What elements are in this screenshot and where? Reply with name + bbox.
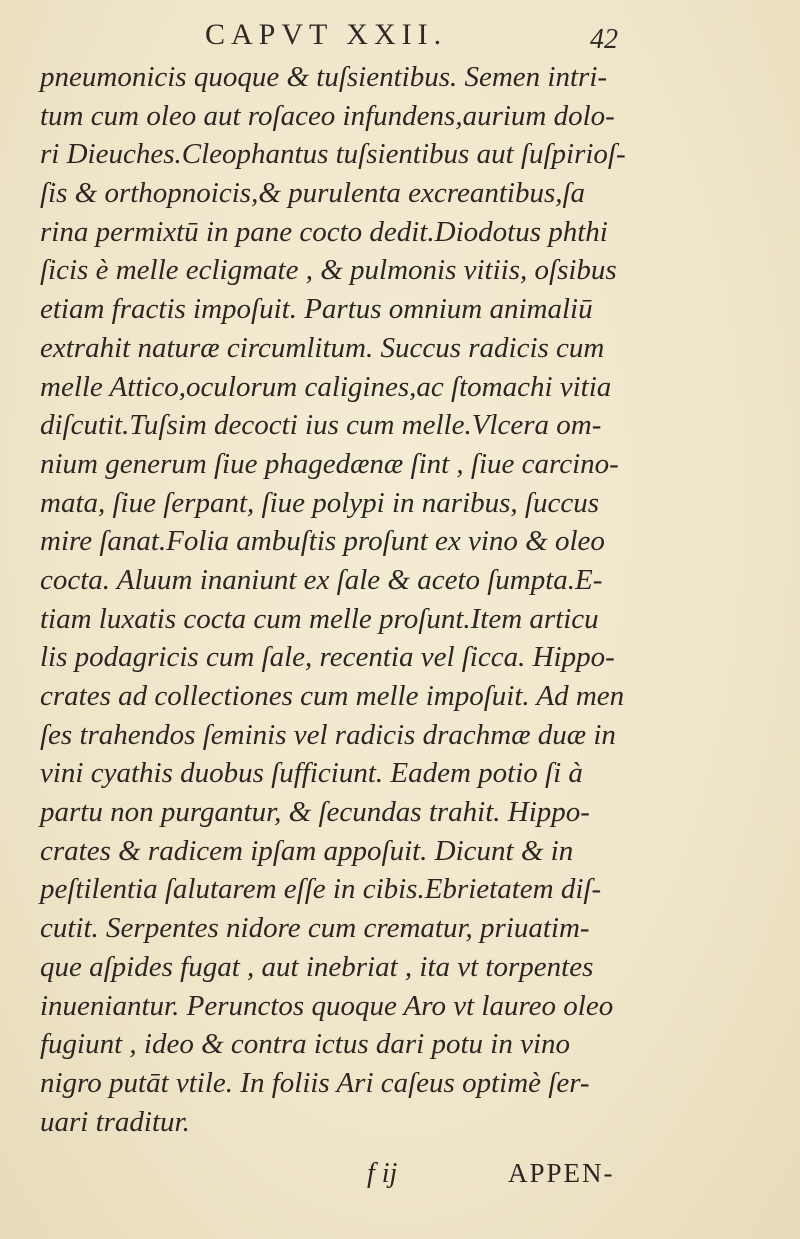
- text-line: partu non purgantur, & ſecundas trahit. Hippo-: [40, 796, 590, 829]
- text-line: tum cum oleo aut roſaceo infundens,aurium dolo-: [40, 99, 615, 132]
- text-line: lis podagricis cum ſale, recentia vel ſicca. Hippo-: [40, 641, 615, 674]
- text-line: diſcutit.Tuſsim decocti ius cum melle.Vlcera om-: [40, 409, 602, 442]
- text-line: ſis & orthopnoicis,& purulenta excreantibus,ſa: [40, 177, 586, 210]
- page-header: [0, 18, 800, 58]
- text-line: cocta. Aluum inaniunt ex ſale & aceto ſumpta.E-: [40, 563, 603, 596]
- text-line: cutit. Serpentes nidore cum crematur, priuatim-: [40, 912, 590, 945]
- catchword: APPEN-: [508, 1158, 615, 1188]
- page-number: 42: [590, 24, 618, 55]
- text-line: inueniantur. Perunctos quoque Aro vt laureo oleo: [40, 989, 614, 1022]
- text-line: uari traditur.: [40, 1105, 190, 1138]
- text-line: que aſpides fugat , aut inebriat , ita vt torpentes: [40, 950, 594, 983]
- text-line: ſicis è melle ecligmate , & pulmonis vitiis, oſsibus: [40, 254, 617, 287]
- text-line: ri Dieuches.Cleophantus tuſsientibus aut ſuſpirioſ-: [40, 138, 626, 171]
- text-line: etiam fractis impoſuit. Partus omnium animaliū: [40, 293, 593, 326]
- text-line: nigro putāt vtile. In foliis Ari caſeus optimè ſer-: [40, 1066, 590, 1099]
- text-line: mire ſanat.Folia ambuſtis proſunt ex vino & oleo: [40, 525, 605, 558]
- text-line: rina permixtū in pane cocto dedit.Diodotus phthi: [40, 215, 608, 248]
- text-line: crates & radicem ipſam appoſuit. Dicunt & in: [40, 834, 574, 867]
- body-text: [40, 58, 760, 1141]
- text-line: vini cyathis duobus ſufficiunt. Eadem potio ſi à: [40, 757, 583, 790]
- text-line: tiam luxatis cocta cum melle proſunt.Item articu: [40, 602, 599, 635]
- text-line: fugiunt , ideo & contra ictus dari potu in vino: [40, 1028, 571, 1061]
- page-footer: [0, 1158, 800, 1198]
- text-line: melle Attico,oculorum caligines,ac ſtomachi vitia: [40, 370, 612, 403]
- text-line: extrahit naturæ circumlitum. Succus radicis cum: [40, 331, 605, 364]
- text-line: pneumonicis quoque & tuſsientibus. Semen intri-: [40, 61, 608, 93]
- running-head: CAPVT XXII.: [205, 18, 448, 51]
- signature-mark: f ij: [367, 1158, 398, 1189]
- text-line: peſtilentia ſalutarem eſſe in cibis.Ebrietatem diſ-: [40, 873, 602, 906]
- text-line: mata, ſiue ſerpant, ſiue polypi in naribus, ſuccus: [40, 486, 600, 519]
- text-line: nium generum ſiue phagedænæ ſint , ſiue carcino-: [40, 447, 619, 480]
- text-line: crates ad collectiones cum melle impoſuit. Ad men: [40, 680, 625, 712]
- text-line: ſes trahendos ſeminis vel radicis drachmæ duæ in: [40, 718, 616, 751]
